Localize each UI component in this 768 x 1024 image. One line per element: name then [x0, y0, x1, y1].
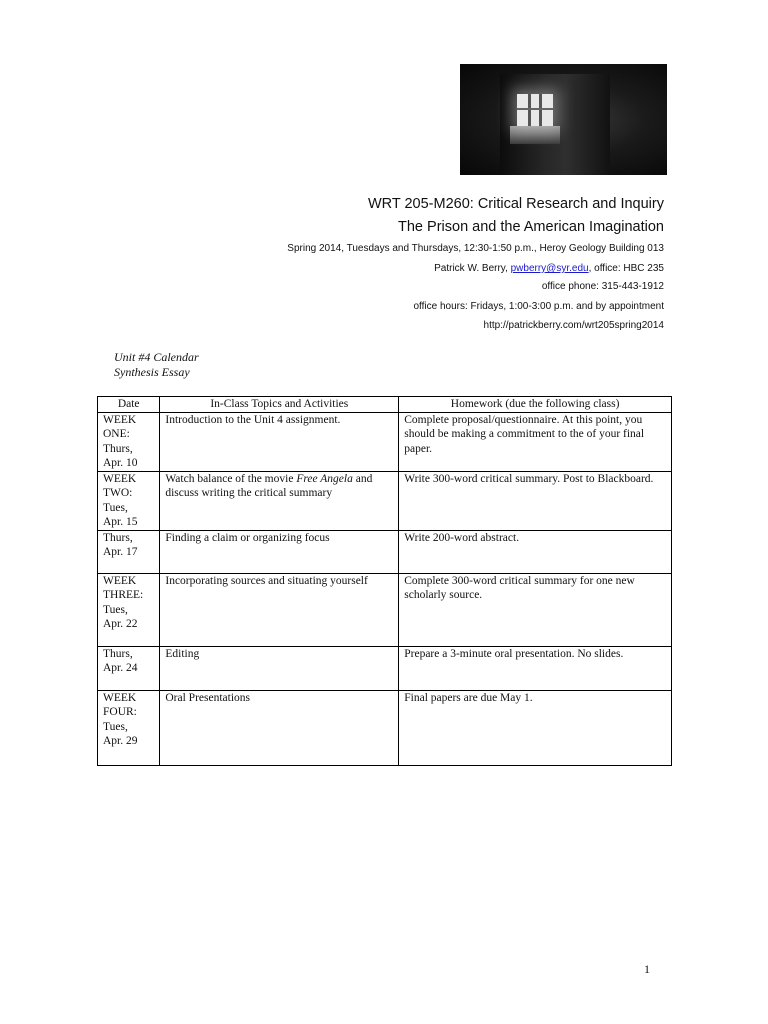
- instructor-office: , office: HBC 235: [588, 263, 664, 274]
- date-line: Apr. 17: [103, 546, 138, 558]
- instructor-name: Patrick W. Berry,: [434, 263, 511, 274]
- unit-essay-label: Synthesis Essay: [114, 365, 190, 379]
- topic-cell: Introduction to the Unit 4 assignment.: [160, 412, 399, 471]
- topic-cell: Editing: [160, 646, 399, 690]
- date-cell: [98, 690, 160, 765]
- table-header-row: [98, 397, 672, 413]
- table-row: [98, 573, 672, 646]
- date-line: Apr. 29: [103, 735, 138, 747]
- table-row: [98, 530, 672, 573]
- date-cell: [98, 471, 160, 530]
- office-phone: office phone: 315-443-1912: [541, 281, 664, 292]
- date-cell: [98, 646, 160, 690]
- date-cell: [98, 573, 160, 646]
- homework-cell: Complete proposal/questionnaire. At this point, you should be making a commitment to the of your final paper.: [399, 412, 672, 471]
- homework-cell: Write 300-word critical summary. Post to Blackboard.: [399, 471, 672, 530]
- topic-text: and discuss writing the critical summary: [165, 472, 373, 499]
- photo-window: [517, 94, 553, 126]
- instructor-email-link[interactable]: pwberry@syr.edu: [510, 263, 589, 274]
- date-line: Thurs,: [103, 442, 133, 455]
- homework-cell: Prepare a 3-minute oral presentation. No slides.: [399, 646, 672, 690]
- homework-cell: Write 200-word abstract.: [399, 530, 672, 573]
- date-line: Apr. 24: [103, 662, 138, 674]
- table-row: [98, 412, 672, 471]
- date-line: Tues,: [103, 720, 128, 733]
- photo-window-crossbar: [517, 108, 553, 110]
- photo-window-sill: [510, 126, 560, 144]
- date-line: WEEK: [103, 472, 137, 485]
- date-line: ONE:: [103, 428, 130, 440]
- date-line: TWO:: [103, 487, 133, 499]
- table-row: [98, 471, 672, 530]
- date-line: Thurs,: [103, 647, 133, 660]
- header-homework: Homework (due the following class): [399, 397, 672, 413]
- course-schedule: Spring 2014, Tuesdays and Thursdays, 12:30-1:50 p.m., Heroy Geology Building 013: [287, 243, 664, 254]
- homework-cell: Complete 300-word critical summary for one new scholarly source.: [399, 573, 672, 646]
- date-line: Apr. 22: [103, 618, 138, 630]
- movie-title: Free Angela: [296, 472, 353, 485]
- topic-cell: Oral Presentations: [160, 690, 399, 765]
- table-row: [98, 690, 672, 765]
- topic-cell: Finding a claim or organizing focus: [160, 530, 399, 573]
- header-topics: In-Class Topics and Activities: [160, 397, 399, 413]
- page-number: 1: [644, 962, 650, 976]
- date-line: FOUR:: [103, 706, 137, 718]
- topic-cell: Incorporating sources and situating yourself: [160, 573, 399, 646]
- photo-window-bar: [539, 94, 542, 126]
- photo-window-bar: [528, 94, 531, 126]
- date-line: THREE:: [103, 589, 144, 601]
- prison-window-photo: [460, 64, 667, 175]
- topic-text: Watch balance of the movie: [165, 472, 297, 485]
- date-line: Tues,: [103, 603, 128, 616]
- course-website: http://patrickberry.com/wrt205spring2014: [483, 320, 664, 331]
- date-line: WEEK: [103, 574, 137, 587]
- office-hours: office hours: Fridays, 1:00-3:00 p.m. and by appointment: [413, 301, 664, 312]
- homework-cell: Final papers are due May 1.: [399, 690, 672, 765]
- unit-calendar-label: Unit #4 Calendar: [114, 350, 199, 364]
- course-title: WRT 205-M260: Critical Research and Inquiry: [367, 196, 664, 212]
- header-date: Date: [98, 397, 160, 413]
- instructor-line: [434, 263, 664, 274]
- date-line: Apr. 10: [103, 457, 138, 469]
- date-line: Thurs,: [103, 531, 133, 544]
- date-line: WEEK: [103, 413, 137, 426]
- date-cell: [98, 412, 160, 471]
- table-row: [98, 646, 672, 690]
- date-line: Apr. 15: [103, 516, 138, 528]
- date-line: WEEK: [103, 691, 137, 704]
- course-subtitle: The Prison and the American Imagination: [398, 219, 664, 235]
- date-line: Tues,: [103, 501, 128, 514]
- calendar-table: [97, 396, 672, 766]
- topic-cell: [160, 471, 399, 530]
- date-cell: [98, 530, 160, 573]
